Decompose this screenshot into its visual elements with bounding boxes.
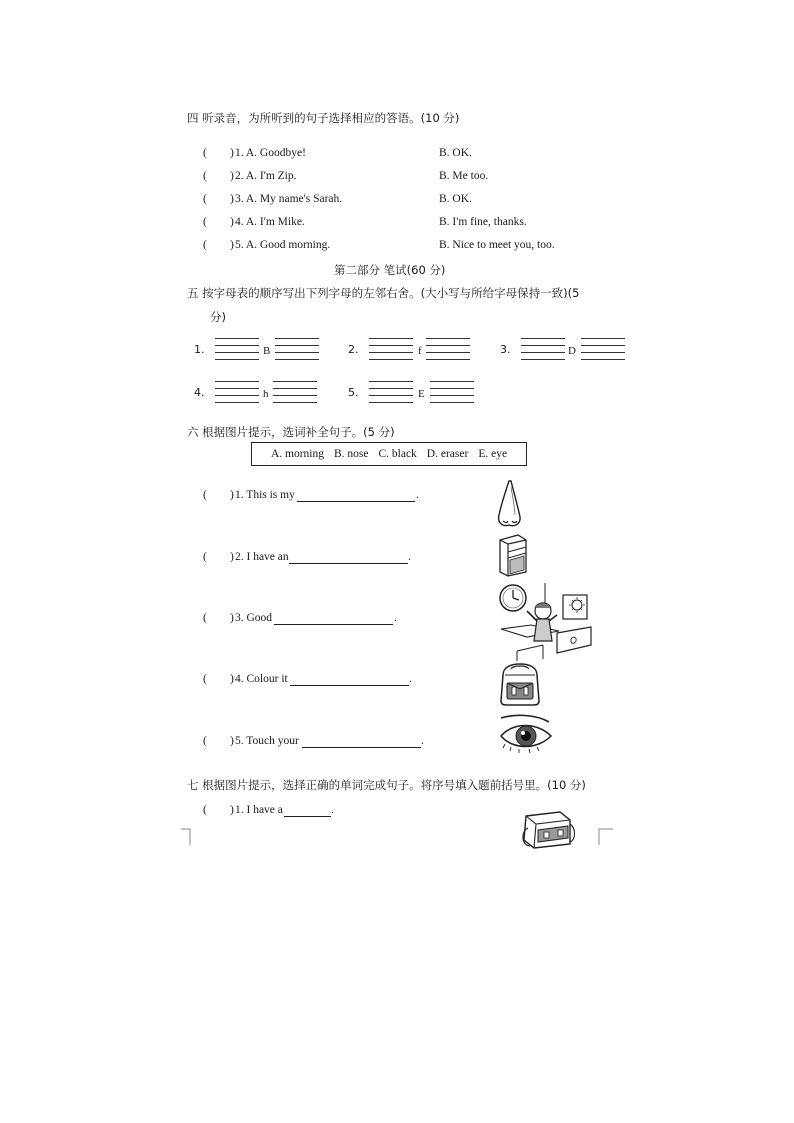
answer-paren-close: ) (230, 193, 234, 205)
nose-image (495, 479, 525, 529)
answer-paren-close: ) (230, 239, 234, 251)
sentence-end: . (421, 735, 424, 747)
option-b: B. Nice to meet you, too. (439, 239, 555, 251)
answer-paren-open[interactable]: ( (203, 193, 207, 205)
section-5-title-cont: 分) (210, 310, 226, 324)
word-option: A. morning (270, 448, 324, 460)
schoolbag-image (497, 661, 543, 707)
question-text: 2. A. I'm Zip. (235, 170, 297, 182)
section-6-title: 六 根据图片提示，选词补全句子。(5 分) (187, 425, 395, 439)
answer-paren-open[interactable]: ( (203, 673, 207, 685)
sentence-text: 3. Good (235, 612, 273, 624)
question-text: 3. A. My name's Sarah. (235, 193, 343, 205)
sentence-end: . (409, 673, 412, 685)
given-letter: B (263, 345, 271, 357)
answer-blank[interactable] (290, 685, 409, 686)
word-option: C. black (378, 448, 417, 460)
question-text: 1. A. Goodbye! (235, 147, 306, 159)
option-b: B. I'm fine, thanks. (439, 216, 527, 228)
answer-paren-open[interactable]: ( (203, 735, 207, 747)
sentence-text: 1. I have a (235, 804, 283, 816)
section-4-title: 四 听录音，为所听到的句子选择相应的答语。(10 分) (187, 111, 460, 125)
answer-paren-close: ) (230, 216, 234, 228)
eye-image (497, 712, 555, 756)
answer-paren-open[interactable]: ( (203, 489, 207, 501)
writing-grid-left[interactable] (369, 338, 413, 360)
writing-grid-right[interactable] (430, 381, 474, 403)
sentence-end: . (416, 489, 419, 501)
answer-blank[interactable] (302, 747, 421, 748)
answer-paren-close: ) (230, 673, 234, 685)
answer-paren-close: ) (230, 735, 234, 747)
writing-grid-left[interactable] (521, 338, 565, 360)
answer-paren-open[interactable]: ( (203, 612, 207, 624)
bag-image (520, 806, 576, 852)
eraser-image (497, 532, 529, 578)
answer-blank[interactable] (289, 563, 408, 564)
writing-grid-right[interactable] (426, 338, 470, 360)
word-option: D. eraser (426, 448, 469, 460)
given-letter: E (418, 388, 425, 400)
corner-mark-right (598, 828, 614, 846)
word-bank (251, 442, 527, 466)
answer-paren-open[interactable]: ( (203, 216, 207, 228)
writing-grid-left[interactable] (369, 381, 413, 403)
item-number: 1. (194, 343, 205, 356)
word-option: E. eye (478, 448, 508, 460)
sentence-end: . (394, 612, 397, 624)
item-number: 2. (348, 343, 359, 356)
question-text: 5. A. Good morning. (235, 239, 331, 251)
answer-paren-open[interactable]: ( (203, 170, 207, 182)
writing-grid-left[interactable] (215, 338, 259, 360)
given-letter: h (263, 388, 269, 400)
sentence-end: . (331, 804, 334, 816)
sentence-text: 4. Colour it (235, 673, 288, 685)
answer-blank[interactable] (284, 816, 331, 817)
writing-grid-right[interactable] (581, 338, 625, 360)
answer-paren-close: ) (230, 551, 234, 563)
sentence-text: 1. This is my (235, 489, 295, 501)
writing-grid-left[interactable] (215, 381, 259, 403)
option-b: B. OK. (439, 193, 472, 205)
answer-paren-close: ) (230, 147, 234, 159)
answer-paren-open[interactable]: ( (203, 551, 207, 563)
corner-mark-left (180, 828, 192, 846)
given-letter: f (418, 345, 422, 357)
answer-paren-open[interactable]: ( (203, 239, 207, 251)
sentence-text: 5. Touch your (235, 735, 299, 747)
sentence-end: . (408, 551, 411, 563)
item-number: 4. (194, 386, 205, 399)
question-text: 4. A. I'm Mike. (235, 216, 305, 228)
writing-grid-right[interactable] (275, 338, 319, 360)
answer-blank[interactable] (297, 501, 415, 502)
morning-scene-image (497, 581, 595, 663)
answer-paren-open[interactable]: ( (203, 804, 207, 816)
answer-paren-open[interactable]: ( (203, 147, 207, 159)
answer-paren-close: ) (230, 489, 234, 501)
word-option: B. nose (333, 448, 369, 460)
option-b: B. OK. (439, 147, 472, 159)
section-7-title: 七 根据图片提示，选择正确的单词完成句子。将序号填入题前括号里。(10 分) (187, 778, 586, 792)
part-2-title: 第二部分 笔试(60 分) (334, 263, 446, 277)
item-number: 5. (348, 386, 359, 399)
item-number: 3. (500, 343, 511, 356)
sentence-text: 2. I have an (235, 551, 289, 563)
answer-paren-close: ) (230, 612, 234, 624)
answer-paren-close: ) (230, 170, 234, 182)
writing-grid-right[interactable] (273, 381, 317, 403)
answer-paren-close: ) (230, 804, 234, 816)
option-b: B. Me too. (439, 170, 489, 182)
answer-blank[interactable] (274, 624, 393, 625)
given-letter: D (568, 345, 576, 357)
section-5-title: 五 按字母表的顺序写出下列字母的左邻右舍。(大小写与所给字母保持一致)(5 (187, 286, 580, 300)
